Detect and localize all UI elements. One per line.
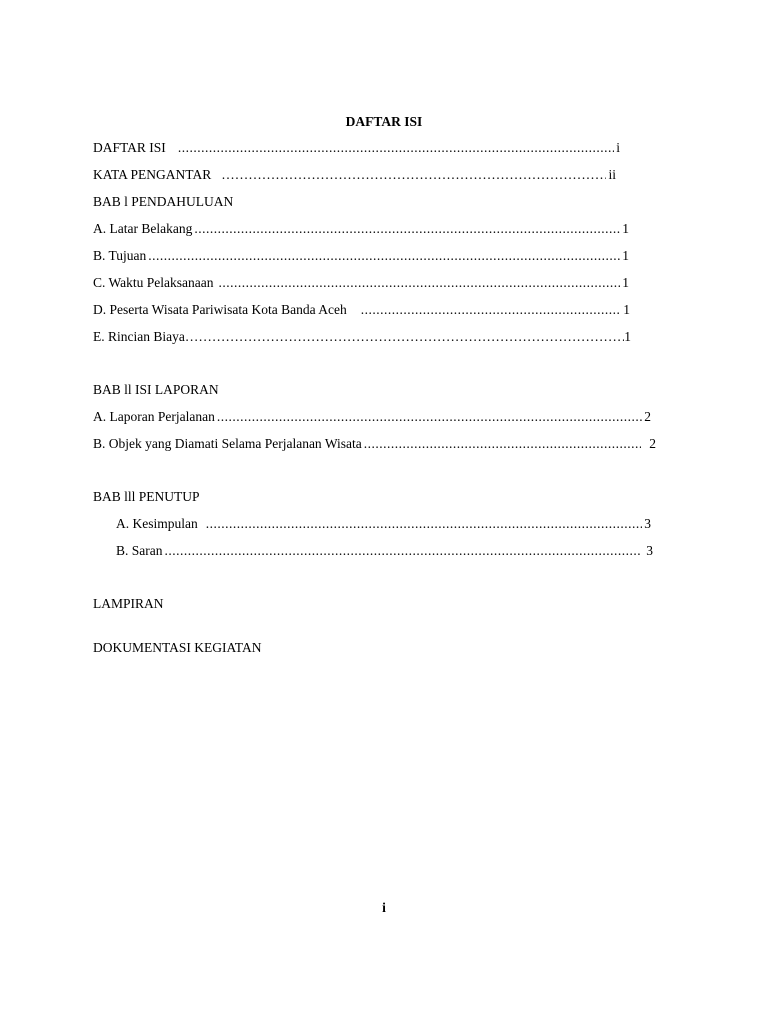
toc-entry-page: 1 [622,275,629,290]
toc-leader-dots [221,167,606,183]
toc-entry-label: KATA PENGANTAR [93,167,212,182]
toc-entry-label: D. Peserta Wisata Pariwisata Kota Banda Aceh [93,302,347,317]
toc-entry-kesimpulan[interactable] [116,516,651,532]
toc-entry-saran[interactable] [116,543,653,559]
chapter-heading-bab2[interactable]: BAB ll ISI LAPORAN [93,382,219,397]
toc-entry-dokumentasi-kegiatan[interactable]: DOKUMENTASI KEGIATAN [93,640,262,655]
toc-entry-label: DAFTAR ISI [93,140,166,155]
toc-entry-latar-belakang[interactable] [93,221,629,237]
toc-entry-page: 3 [644,516,651,531]
toc-leader-dots [178,140,614,156]
toc-leader-dots [165,543,642,559]
toc-entry-label: B. Objek yang Diamati Selama Perjalanan Wisata [93,436,362,451]
chapter-heading-bab1[interactable]: BAB l PENDAHULUAN [93,194,234,209]
toc-entry-objek-diamati[interactable] [93,436,656,452]
toc-entry-page: 2 [649,436,656,451]
toc-entry-lampiran[interactable]: LAMPIRAN [93,596,164,611]
chapter-heading-bab3[interactable]: BAB lll PENUTUP [93,489,200,504]
toc-leader-dots [206,516,643,532]
toc-entry-label: B. Saran [116,543,163,558]
toc-entry-page: 1 [624,329,631,344]
toc-entry-page: 2 [644,409,651,424]
toc-entry-page: 1 [622,248,629,263]
toc-leader-dots [217,409,642,425]
toc-entry-label: A. Kesimpulan [116,516,198,531]
toc-entry-daftar-isi[interactable] [93,140,620,156]
toc-entry-label: A. Latar Belakang [93,221,193,236]
toc-entry-peserta-wisata[interactable] [93,302,630,318]
toc-entry-label: A. Laporan Perjalanan [93,409,215,424]
toc-leader-dots [185,329,624,345]
toc-leader-dots [361,302,621,318]
toc-leader-dots [194,221,620,237]
toc-entry-page: i [616,140,620,155]
toc-leader-dots [219,275,621,291]
toc-entry-label: C. Waktu Pelaksanaan [93,275,214,290]
toc-entry-label: B. Tujuan [93,248,147,263]
toc-entry-label: E. Rincian Biaya [93,329,185,344]
toc-entry-page: 3 [646,543,653,558]
page-title: DAFTAR ISI [345,114,423,129]
toc-entry-tujuan[interactable] [93,248,629,264]
toc-entry-kata-pengantar[interactable] [93,167,616,183]
toc-entry-laporan-perjalanan[interactable] [93,409,651,425]
toc-leader-dots [364,436,641,452]
toc-entry-rincian-biaya[interactable] [93,329,631,345]
toc-entry-waktu-pelaksanaan[interactable] [93,275,629,291]
toc-entry-page: 1 [622,221,629,236]
table-of-contents [93,140,663,656]
toc-entry-page: 1 [623,302,630,317]
toc-entry-page: ii [608,167,616,182]
toc-leader-dots [148,248,620,264]
page-number: i [382,900,386,915]
